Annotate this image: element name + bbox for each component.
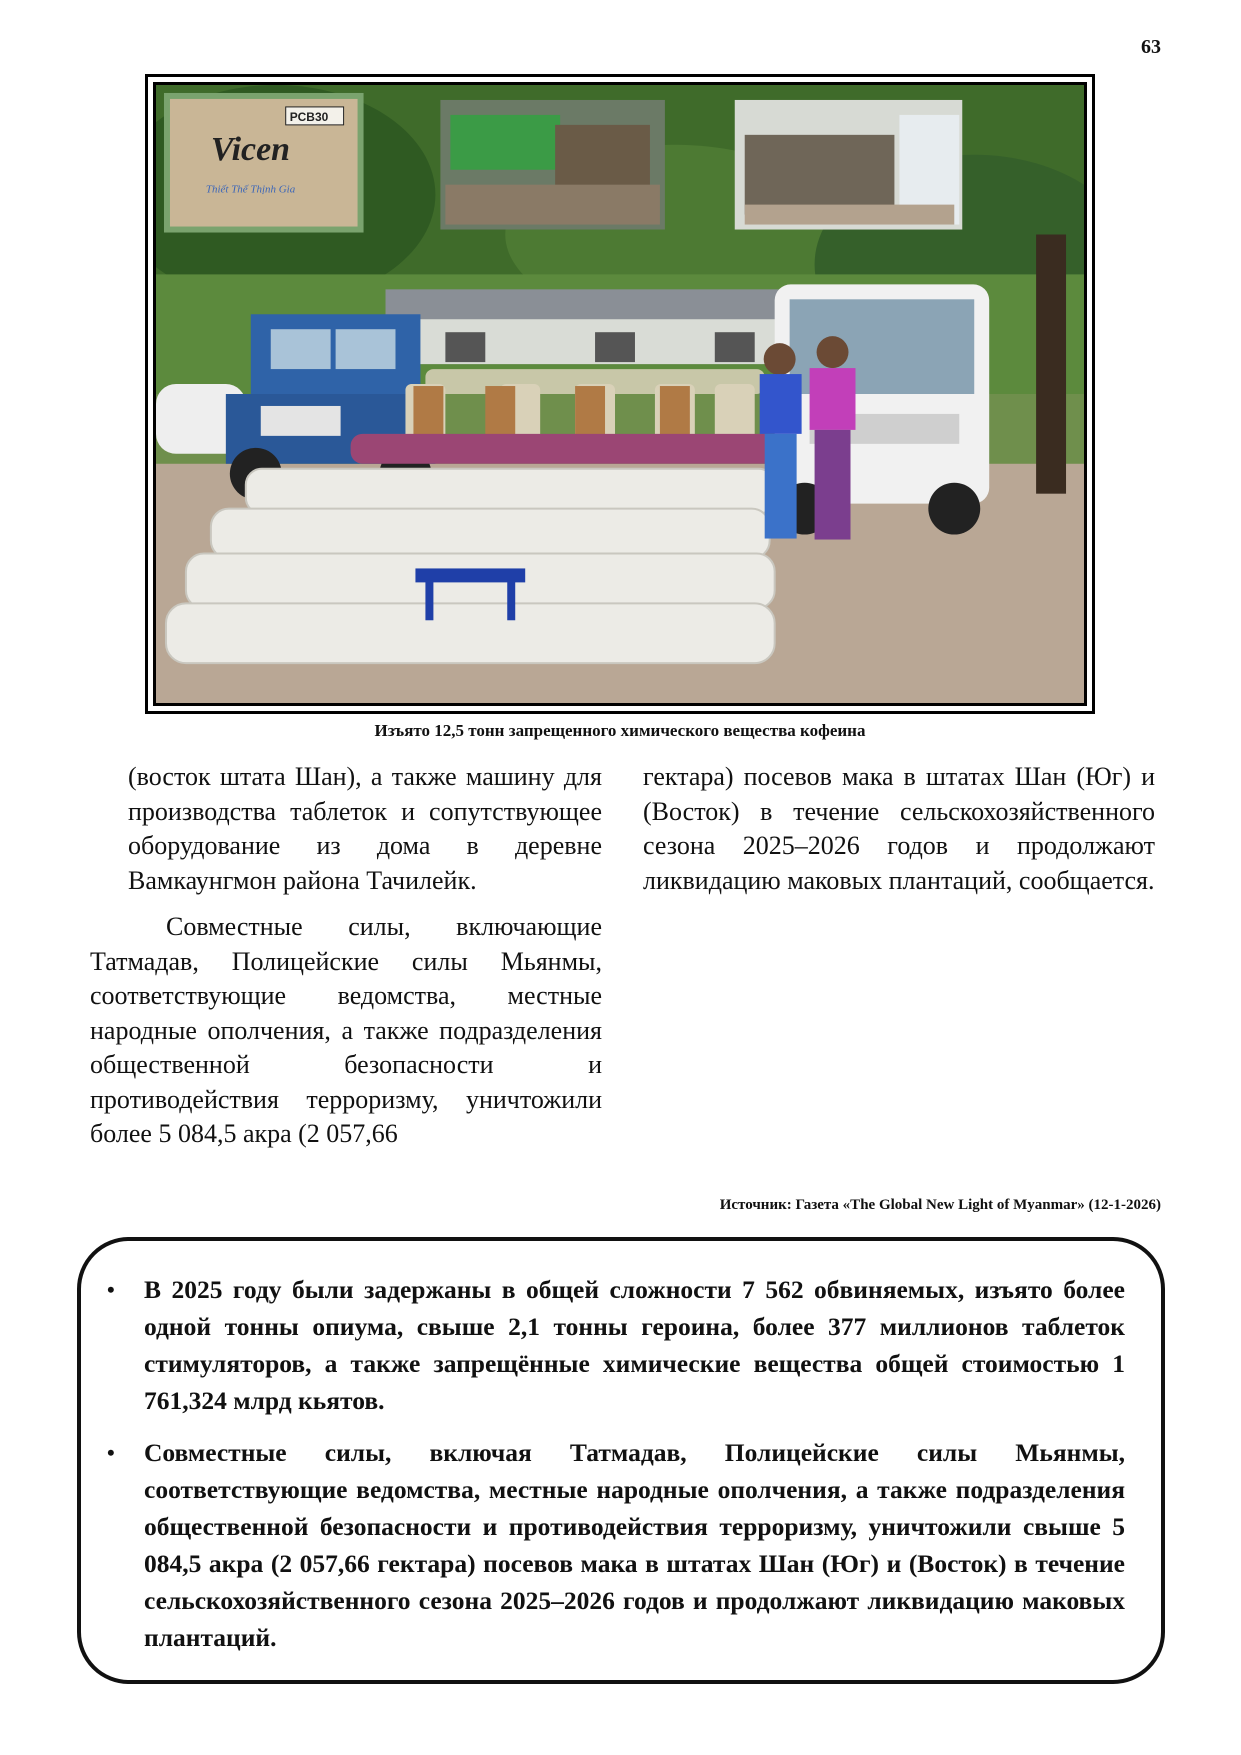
box-code: PCB30 <box>289 109 329 124</box>
source-attribution: Источник: Газета «The Global New Light of Myanmar» (12-1-2026) <box>719 1197 1161 1213</box>
seizure-photo <box>153 82 1087 706</box>
photo-caption: Изъято 12,5 тонн запрещенного химического вещества кофеина <box>374 721 866 740</box>
summary-list <box>107 1271 1125 1656</box>
right-column <box>643 760 1155 898</box>
summary-item-text: В 2025 году были задержаны в общей сложности 7 562 обвиняемых, изъято более одной тонны опиума, свыше 2,1 тонны героина, более 377 миллионов таблеток стимуляторов, а также запрещённые химические вещества общей стоимостью 1 761,324 млрд кьятов. <box>144 1275 1125 1415</box>
right-paragraph-1: гектара) посевов мака в штатах Шан (Юг) и (Восток) в течение сельскохозяйственного сезона 2025–2026 годов и продолжают ликвидацию маковых плантаций, сообщается. <box>643 762 1155 895</box>
box-logo-text: Vicen <box>210 130 291 168</box>
bullet-icon: • <box>107 1440 115 1465</box>
summary-item-text: Совместные силы, включая Татмадав, Полицейские силы Мьянмы, соответствующие ведомства, местные народные ополчения, а также подразделения общественной безопасности и противодействия терроризму, уничтожили свыше 5 084,5 акра (2 057,66 гектара) посевов мака в штатах Шан (Юг) и (Восток) в течение сельскохозяйственного сезона 2025–2026 годов и продолжают ликвидацию маковых плантаций. <box>144 1438 1125 1652</box>
summary-item <box>107 1271 1125 1419</box>
bullet-icon: • <box>107 1277 115 1302</box>
left-paragraph-2: Совместные силы, включающие Татмадав, Полицейские силы Мьянмы, соответствующие ведомства, местные народные ополчения, а также подразделения общественной безопасности и противодействия терроризму, уничтожили более 5 084,5 акра (2 057,66 <box>90 912 602 1148</box>
summary-item <box>107 1434 1125 1656</box>
summary-box <box>77 1237 1165 1684</box>
box-script: Thiết Thế Thịnh Gia <box>205 183 296 196</box>
page-number: 63 <box>1141 36 1161 58</box>
left-paragraph-1: (восток штата Шан), а также машину для производства таблеток и сопутствующее оборудование из дома в деревне Вамкаунгмон района Тачилейк. <box>128 762 602 895</box>
seizure-photo-frame <box>145 74 1095 714</box>
seizure-photo-illustration <box>156 85 1084 703</box>
left-column <box>90 760 602 1152</box>
